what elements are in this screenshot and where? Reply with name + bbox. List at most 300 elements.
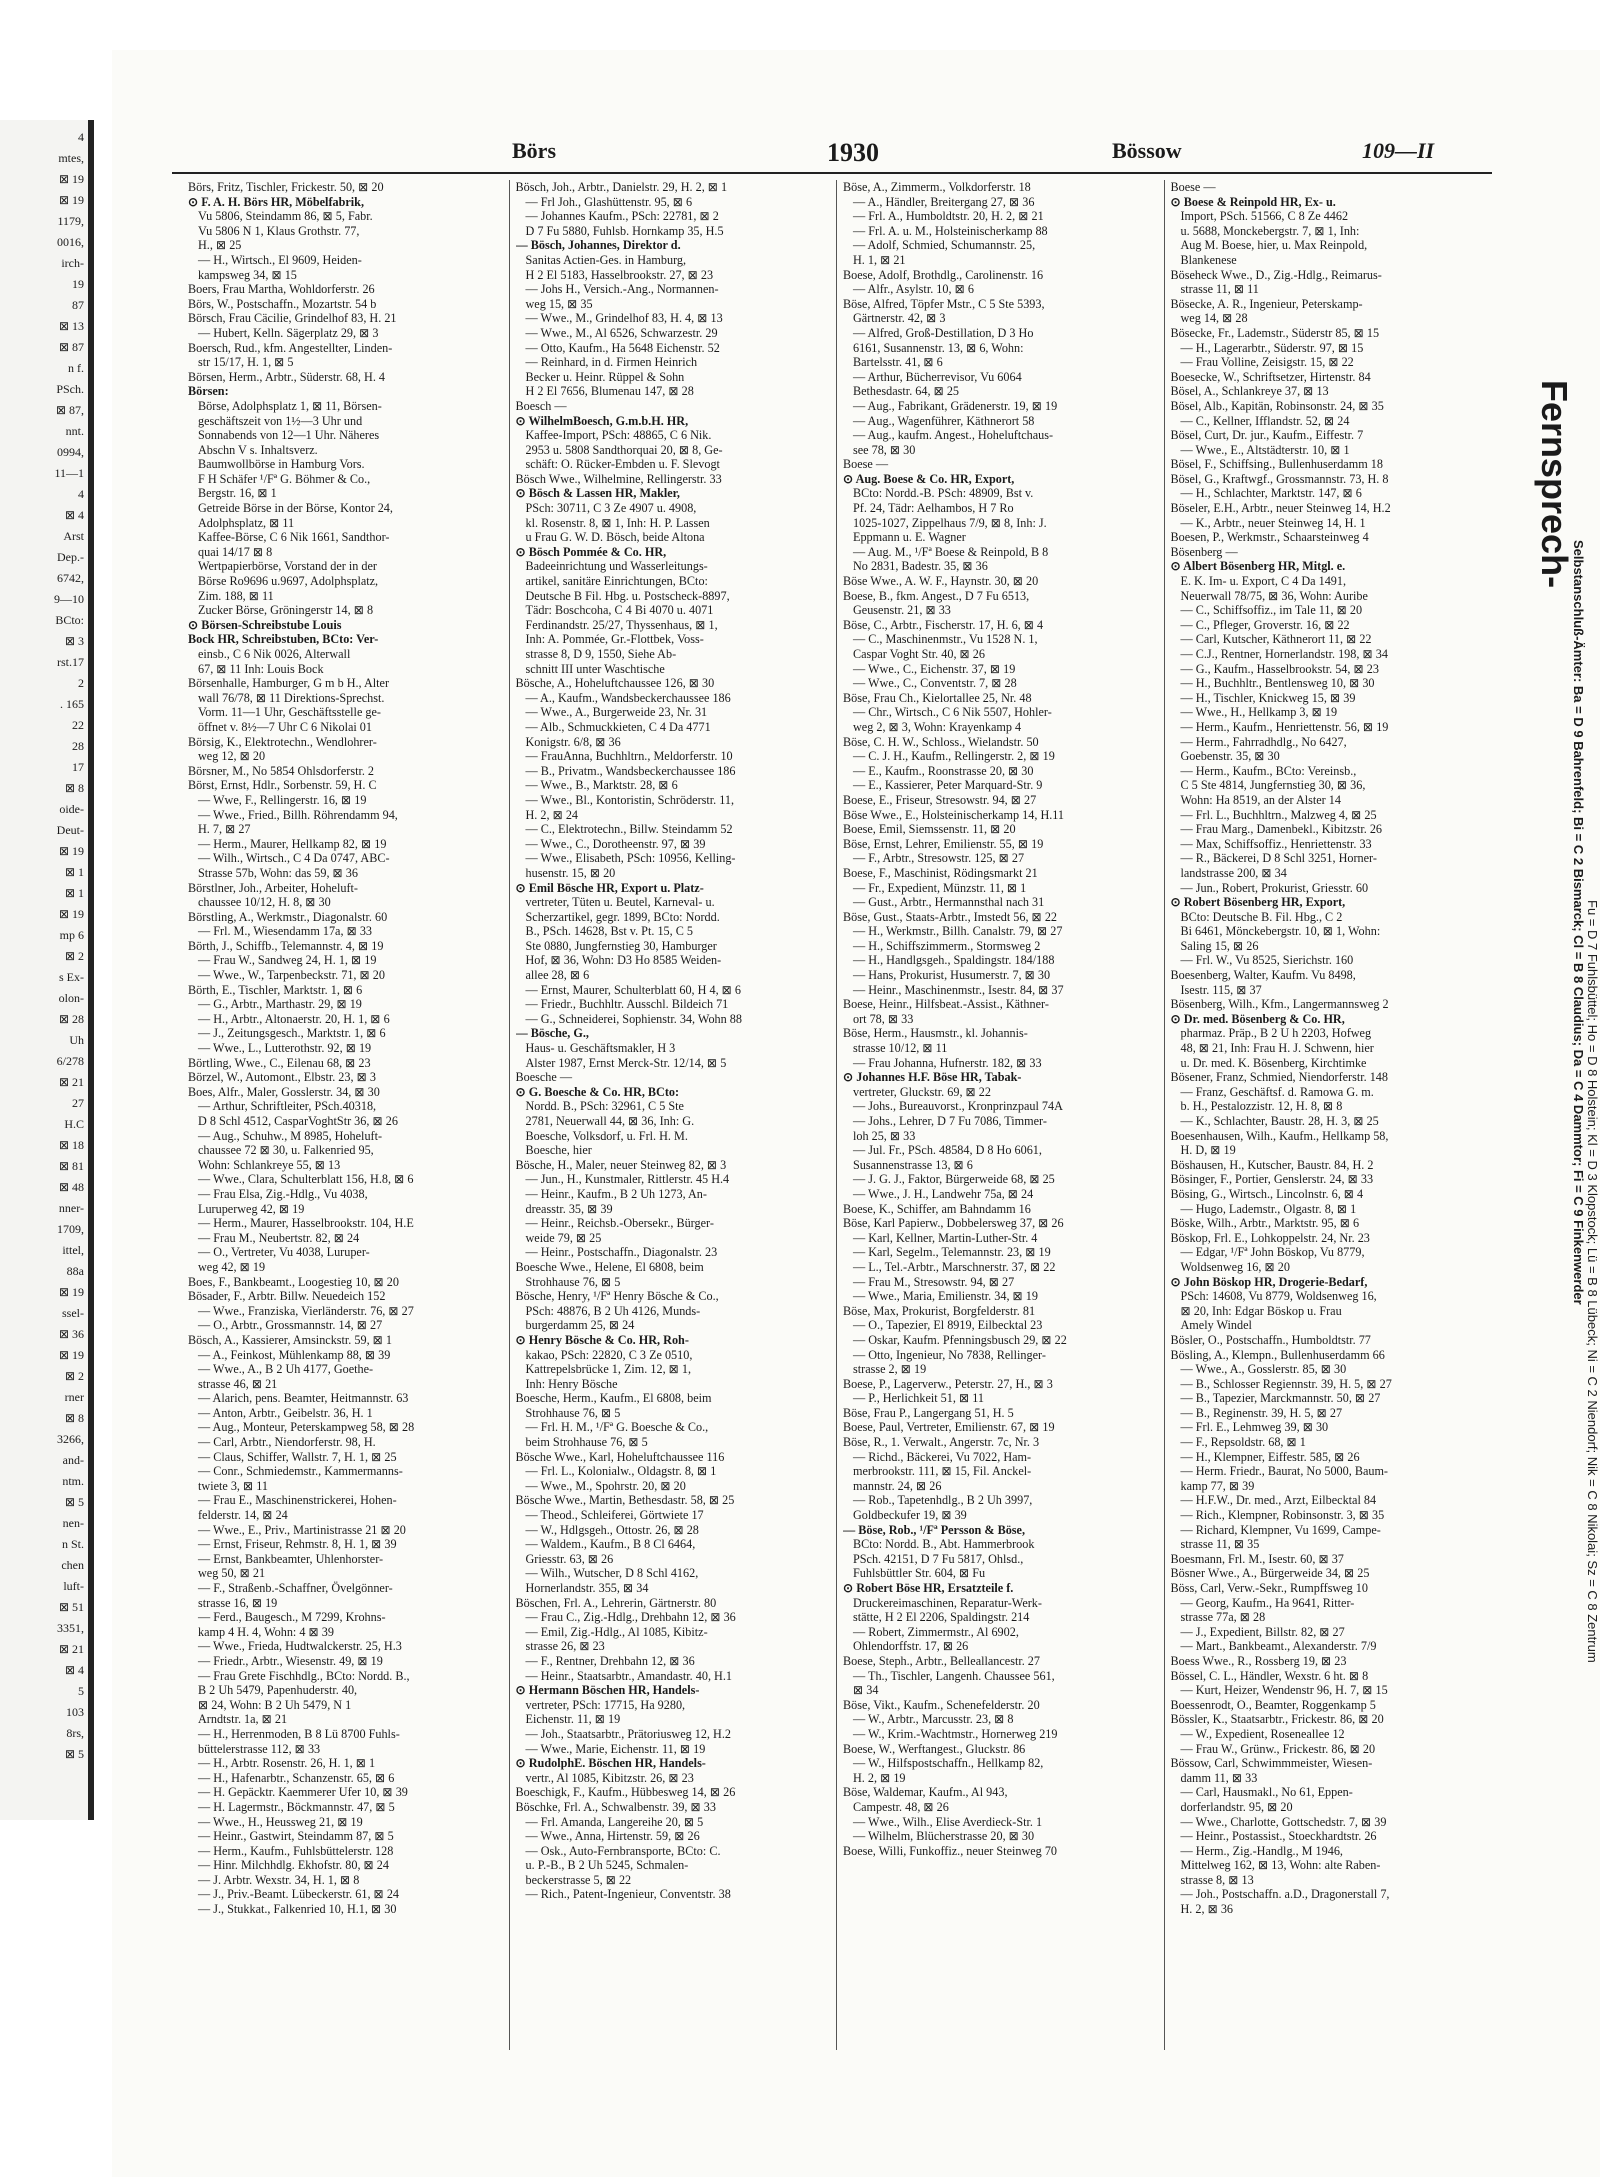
facing-page-text: ntm. <box>62 1474 84 1488</box>
facing-page-text: ⊠ 3 <box>64 634 84 648</box>
directory-entry: ⊙ Bösch & Lassen HR, Makler, <box>515 486 680 501</box>
directory-entry: Kattrepelsbrücke 1, Zim. 12, ⊠ 1, <box>525 1362 692 1377</box>
directory-page <box>112 50 1600 2177</box>
facing-page-text: Arst <box>63 529 84 543</box>
directory-entry: — H., Werkmstr., Billh. Canalstr. 79, ⊠ 27 <box>853 924 1063 939</box>
directory-entry: Mittelweg 162, ⊠ 13, Wohn: alte Raben- <box>1180 1858 1381 1873</box>
facing-page-text: BCto: <box>55 613 84 627</box>
directory-entry: — Wwe., A., B 2 Uh 4177, Goethe- <box>198 1362 374 1377</box>
directory-entry: — H. Lagermstr., Böckmannstr. 47, ⊠ 5 <box>198 1799 395 1814</box>
directory-entry: — Wilh., Wutscher, D 8 Schl 4162, <box>525 1566 699 1581</box>
directory-entry: — H., Herrenmoden, B 8 Lü 8700 Fuhls- <box>198 1726 400 1741</box>
directory-entry: dreasstr. 35, ⊠ 39 <box>525 1201 613 1216</box>
directory-entry: Bösche, H., Maler, neuer Steinweg 82, ⊠ 3 <box>515 1157 727 1172</box>
column-1 <box>182 180 510 2050</box>
directory-entry: — B., Reginenstr. 39, H. 5, ⊠ 27 <box>1180 1405 1343 1420</box>
directory-entry: — Heinr., Gastwirt, Steindamm 87, ⊠ 5 <box>198 1829 394 1844</box>
header-first-entry: Börs <box>512 138 556 163</box>
directory-entry: ⊙ Börsen-Schreibstube Louis <box>188 617 342 632</box>
directory-entry: — Jun., Robert, Prokurist, Griesstr. 60 <box>1180 880 1369 895</box>
directory-entry: — E., Kassierer, Peter Marquard-Str. 9 <box>853 778 1043 793</box>
directory-entry: PSch: 30711, C 3 Ze 4907 u. 4908, <box>525 501 697 516</box>
directory-entry: Bösener, Franz, Schmied, Niendorferstr. 148 <box>1170 1070 1388 1085</box>
directory-entry: — Joh., Postschaffn. a.D., Dragonerstall 7, <box>1180 1887 1390 1902</box>
directory-entry: Zim. 188, ⊠ 11 <box>198 588 274 603</box>
directory-entry: Boese, F., Maschinist, Rödingsmarkt 21 <box>843 865 1038 880</box>
page-header <box>172 132 1492 174</box>
facing-page-text: ⊠ 19 <box>58 1348 84 1362</box>
directory-entry: — Robert, Zimmermstr., Al 6902, <box>853 1624 1019 1639</box>
directory-entry: strasse 46, ⊠ 21 <box>198 1376 278 1391</box>
directory-entry: — H., Klempner, Eiffestr. 585, ⊠ 26 <box>1180 1449 1360 1464</box>
directory-entry: — Friedr., Arbtr., Wiesenstr. 49, ⊠ 19 <box>198 1653 383 1668</box>
directory-entry: Strohhause 76, ⊠ 5 <box>525 1274 621 1289</box>
directory-entry: Bösel, A., Schlankreye 37, ⊠ 13 <box>1170 384 1329 399</box>
directory-entry: E. K. Im- u. Export, C 4 Da 1491, <box>1180 574 1347 589</box>
directory-entry: — Heinr., Postschaffn., Diagonalstr. 23 <box>525 1245 718 1260</box>
directory-entry: — Frl. H. M., ¹/Fª G. Boesche & Co., <box>525 1420 709 1435</box>
directory-entry: Badeeinrichtung und Wasserleitungs- <box>525 559 708 574</box>
directory-entry: BCto: Nordd. B., Abt. Hammerbrook <box>853 1537 1035 1552</box>
facing-page-text: 1709, <box>57 1222 84 1236</box>
directory-entry: Bösader, F., Arbtr. Billw. Neuedeich 152 <box>188 1289 386 1304</box>
directory-entry: dorferlandstr. 95, ⊠ 20 <box>1180 1799 1293 1814</box>
directory-entry: Boesche Wwe., Helene, El 6808, beim <box>515 1259 704 1274</box>
directory-entry: Boesmann, Frl. M., Isestr. 60, ⊠ 37 <box>1170 1551 1344 1566</box>
facing-page-text: mtes, <box>58 151 84 165</box>
directory-entry: Boesche, Volksdorf, u. Frl. H. M. <box>525 1128 688 1143</box>
directory-entry: Bösch, A., Kassierer, Amsinckstr. 59, ⊠ 1 <box>188 1332 393 1347</box>
directory-entry: — Arthur, Schriftleiter, PSch.40318, <box>198 1099 377 1114</box>
directory-entry: kakao, PSch: 22820, C 3 Ze 0510, <box>525 1347 693 1362</box>
directory-entry: — Waldem., Kaufm., B 8 Cl 6464, <box>525 1537 696 1552</box>
directory-entry: Ferdinandstr. 25/27, Thyssenhaus, ⊠ 1, <box>525 617 718 632</box>
facing-page-text: olon- <box>58 991 84 1005</box>
directory-entry: — Wwe., A., Burgerweide 23, Nr. 31 <box>525 705 708 720</box>
directory-entry: — Wwe., C., Dorotheenstr. 97, ⊠ 39 <box>525 836 706 851</box>
directory-entry: — Heinr., Reichsb.-Obersekr., Bürger- <box>525 1216 714 1231</box>
directory-entry: Bösel, F., Schiffsing., Bullenhuserdamm 18 <box>1170 457 1383 472</box>
directory-entry: weg 50, ⊠ 21 <box>198 1566 266 1581</box>
facing-page-text: 22 <box>72 718 84 732</box>
directory-entry: — Otto, Ingenieur, No 7838, Rellinger- <box>853 1347 1046 1362</box>
directory-entry: — Böse, Rob., ¹/Fª Persson & Böse, <box>843 1522 1025 1537</box>
directory-entry: Bergstr. 16, ⊠ 1 <box>198 486 277 501</box>
directory-entry: Boesenberg, Walter, Kaufm. Vu 8498, <box>1170 968 1356 983</box>
directory-entry: — Frau Johanna, Hufnerstr. 182, ⊠ 33 <box>853 1055 1042 1070</box>
directory-entry: — H., Handlgsgeh., Spaldingstr. 184/188 <box>853 953 1055 968</box>
directory-entry: — Wwe., Anna, Hirtenstr. 59, ⊠ 26 <box>525 1829 700 1844</box>
facing-page-text: ⊠ 4 <box>64 508 84 522</box>
directory-entry: — F., Repsoldstr. 68, ⊠ 1 <box>1180 1435 1306 1450</box>
directory-entry: Adolphsplatz, ⊠ 11 <box>198 515 295 530</box>
directory-entry: — Ernst, Maurer, Schulterblatt 60, H 4, ⊠ 6 <box>525 982 742 997</box>
facing-page-text: 5 <box>78 1684 84 1698</box>
directory-entry: 67, ⊠ 11 Inh: Louis Bock <box>198 661 324 676</box>
directory-entry: Börzel, W., Automont., Elbstr. 23, ⊠ 3 <box>188 1070 376 1085</box>
directory-entry: — Karl, Kellner, Martin-Luther-Str. 4 <box>853 1230 1038 1245</box>
facing-page-text: ⊠ 5 <box>64 1495 84 1509</box>
directory-entry: Boess Wwe., R., Rossberg 19, ⊠ 23 <box>1170 1653 1347 1668</box>
directory-entry: — Wwe., M., Grindelhof 83, H. 4, ⊠ 13 <box>525 311 723 326</box>
directory-entry: — Max, Schiffsoffiz., Henriettenstr. 33 <box>1180 836 1372 851</box>
directory-entry: B., PSch. 14628, Bst v. Pt. 15, C 5 <box>525 924 693 939</box>
directory-entry: — J. G. J., Faktor, Bürgerweide 68, ⊠ 25 <box>853 1172 1055 1187</box>
directory-entry: Bösche, A., Hoheluftchaussee 126, ⊠ 30 <box>515 676 715 691</box>
directory-entry: — W., Arbtr., Marcusstr. 23, ⊠ 8 <box>853 1712 1014 1727</box>
directory-entry: — Herm., Kaufm., BCto: Vereinsb., <box>1180 763 1357 778</box>
directory-entry: H., ⊠ 25 <box>198 238 242 253</box>
directory-entry: PSch: 14608, Vu 8779, Woldsenweg 16, <box>1180 1289 1377 1304</box>
directory-entry: Boersch, Rud., kfm. Angestellter, Linden- <box>188 340 393 355</box>
directory-entry: — Wwe., L., Lutterothstr. 92, ⊠ 19 <box>198 1041 372 1056</box>
facing-page-text: ⊠ 5 <box>64 1747 84 1761</box>
directory-entry: Saling 15, ⊠ 26 <box>1180 938 1259 953</box>
entry-columns <box>182 180 1492 2050</box>
directory-entry: einsb., C 6 Nik 0026, Alterwall <box>198 647 351 661</box>
directory-entry: u Frau G. W. D. Bösch, beide Altona <box>525 530 705 545</box>
directory-entry: loh 25, ⊠ 33 <box>853 1128 916 1143</box>
directory-entry: ⊙ Robert Böse HR, Ersatzteile f. <box>843 1581 1014 1595</box>
directory-entry: Boesenhausen, Wilh., Kaufm., Hellkamp 58, <box>1170 1128 1389 1143</box>
facing-page-fragment <box>0 120 94 1820</box>
directory-entry: Böse, Frau P., Langergang 51, H. 5 <box>843 1405 1014 1420</box>
directory-entry: Börsen: <box>188 384 229 399</box>
directory-entry: H 2 El 7656, Blumenau 147, ⊠ 28 <box>525 384 694 399</box>
directory-entry: — Friedr., Buchhltr. Ausschl. Bildeich 71 <box>525 997 729 1012</box>
directory-entry: Pf. 24, Tädr: Aelhambos, H 7 Ro <box>853 501 1014 516</box>
directory-entry: vertreter, Gluckstr. 69, ⊠ 22 <box>853 1084 991 1099</box>
directory-entry: Bethesdastr. 64, ⊠ 25 <box>853 384 960 399</box>
directory-entry: — H., Tischler, Knickweg 15, ⊠ 39 <box>1180 690 1356 705</box>
facing-page-text: ⊠ 51 <box>58 1600 84 1614</box>
directory-entry: twiete 3, ⊠ 11 <box>198 1478 269 1493</box>
directory-entry: Börst, Ernst, Hdlr., Sorbenstr. 59, H. C <box>188 778 377 793</box>
directory-entry: Böse, Gust., Staats-Arbtr., Imstedt 56, ⊠ 22 <box>843 909 1058 924</box>
directory-entry: — B., Privatm., Wandsbeckerchaussee 186 <box>525 763 736 778</box>
directory-entry: F H Schäfer ¹/Fª G. Böhmer & Co., <box>198 471 371 486</box>
directory-entry: Deutsche B Fil. Hbg. u. Postscheck-8897, <box>525 588 730 603</box>
directory-entry: Baumwollbörse in Hamburg Vors. <box>198 457 365 472</box>
directory-entry: — Frl. Amanda, Langereihe 20, ⊠ 5 <box>525 1814 704 1829</box>
directory-entry: Wohn: Ha 8519, an der Alster 14 <box>1180 792 1341 807</box>
directory-entry: Isestr. 115, ⊠ 37 <box>1180 982 1262 997</box>
header-year: 1930 <box>827 138 879 167</box>
directory-entry: ⊙ F. A. H. Börs HR, Möbelfabrik, <box>188 194 364 209</box>
directory-entry: see 78, ⊠ 30 <box>853 442 916 457</box>
directory-entry: — Aug., Wagenführer, Käthnerort 58 <box>853 413 1035 428</box>
directory-entry: — H., Schiffszimmerm., Stormsweg 2 <box>853 938 1041 953</box>
directory-entry: — H., Wirtsch., El 9609, Heiden- <box>198 252 362 267</box>
directory-entry: Sanitas Actien-Ges. in Hamburg, <box>525 252 687 267</box>
directory-entry: Amely Windel <box>1180 1318 1252 1333</box>
directory-entry: — Oskar, Kaufm. Pfenningsbusch 29, ⊠ 22 <box>853 1332 1067 1347</box>
directory-entry: — W., Krim.-Wachtmstr., Hornerweg 219 <box>853 1726 1058 1741</box>
directory-entry: Börsner, M., No 5854 Ohlsdorferstr. 2 <box>188 763 375 778</box>
facing-page-text: ⊠ 81 <box>58 1159 84 1173</box>
facing-page-text: PSch. <box>56 382 84 396</box>
directory-entry: Aug M. Boese, hier, u. Max Reinpold, <box>1180 238 1368 253</box>
directory-entry: kl. Rosenstr. 8, ⊠ 1, Inh: H. P. Lassen <box>525 515 710 530</box>
directory-entry: Scherzartikel, gegr. 1899, BCto: Nordd. <box>525 909 720 924</box>
directory-entry: Böse, Waldemar, Kaufm., Al 943, <box>843 1785 1008 1800</box>
directory-entry: Börsenhalle, Hamburger, G m b H., Alter <box>188 676 390 691</box>
directory-entry: Boesche, Herm., Kaufm., El 6808, beim <box>515 1391 712 1406</box>
directory-entry: Bösche Wwe., Martin, Bethesdastr. 58, ⊠ 25 <box>515 1493 735 1508</box>
facing-page-text: ssel- <box>62 1306 84 1320</box>
directory-entry: — Wwe., H., Hellkamp 3, ⊠ 19 <box>1180 705 1338 720</box>
facing-page-text: luft- <box>63 1579 84 1593</box>
directory-entry: Boese, Adolf, Brothdlg., Carolinenstr. 16 <box>843 267 1044 282</box>
directory-entry: ⊙ Hermann Böschen HR, Handels- <box>515 1683 700 1698</box>
directory-entry: strasse 77a, ⊠ 28 <box>1180 1610 1266 1625</box>
facing-page-text: ⊠ 13 <box>58 319 84 333</box>
facing-page-text: 27 <box>72 1096 84 1110</box>
directory-entry: strasse 10/12, ⊠ 11 <box>853 1041 948 1056</box>
facing-page-text: Dep.- <box>57 550 84 564</box>
directory-entry: Böshausen, H., Kutscher, Baustr. 84, H. 2 <box>1170 1157 1374 1172</box>
directory-entry: beckerstrasse 5, ⊠ 22 <box>525 1872 632 1887</box>
directory-entry: — H., Schlachter, Marktstr. 147, ⊠ 6 <box>1180 486 1362 501</box>
side-heading: Fernsprech- <box>1534 380 1575 589</box>
directory-entry: Böse, Vikt., Kaufm., Schenefelderstr. 20 <box>843 1697 1040 1712</box>
directory-entry: — Karl, Segelm., Telemannstr. 23, ⊠ 19 <box>853 1245 1051 1260</box>
directory-entry: Bösche Wwe., Karl, Hoheluftchaussee 116 <box>515 1449 725 1464</box>
directory-entry: Blankenese <box>1180 252 1237 267</box>
directory-entry: — Alarich, pens. Beamter, Heitmannstr. 63 <box>198 1391 409 1406</box>
directory-entry: strasse 8, ⊠ 13 <box>1180 1872 1254 1887</box>
facing-page-text: ⊠ 21 <box>58 1642 84 1656</box>
directory-entry: — Rob., Tapetenhdlg., B 2 Uh 3997, <box>853 1493 1033 1508</box>
facing-page-text: ⊠ 19 <box>58 907 84 921</box>
directory-entry: Campestr. 48, ⊠ 26 <box>853 1799 949 1814</box>
directory-entry: Böse Wwe., A. W. F., Haynstr. 30, ⊠ 20 <box>843 574 1039 589</box>
directory-entry: — A., Händler, Breitergang 27, ⊠ 36 <box>853 194 1035 209</box>
directory-entry: — Frau Marg., Damenbekl., Kibitzstr. 26 <box>1180 822 1383 837</box>
directory-entry: Bösenberg — <box>1170 544 1238 559</box>
directory-entry: Bössel, C. L., Händler, Wexstr. 6 ht. ⊠ 8 <box>1170 1668 1369 1683</box>
directory-entry: Inh: Henry Bösche <box>525 1376 618 1391</box>
directory-entry: strasse 8, D 9, 1550, Siehe Ab- <box>525 647 677 661</box>
directory-entry: — Hinr. Milchhdlg. Ekhofstr. 80, ⊠ 24 <box>198 1858 389 1873</box>
directory-entry: Boesche, hier <box>525 1143 592 1158</box>
facing-page-text: ⊠ 19 <box>58 844 84 858</box>
directory-entry: — Frl. A. u. M., Holsteinischerkamp 88 <box>853 223 1048 238</box>
facing-page-text: ⊠ 2 <box>64 1369 84 1383</box>
directory-entry: — W., Hdlgsgeh., Ottostr. 26, ⊠ 28 <box>525 1522 699 1537</box>
facing-page-text: 1179, <box>57 214 84 228</box>
directory-entry: — Wwe., Maria, Emilienstr. 34, ⊠ 19 <box>853 1289 1038 1304</box>
directory-entry: — Th., Tischler, Langenh. Chaussee 561, <box>853 1668 1055 1683</box>
directory-entry: — Claus, Schiffer, Wallstr. 7, H. 1, ⊠ 25 <box>198 1449 397 1464</box>
directory-entry: BCto: Nordd.-B. PSch: 48909, Bst v. <box>853 486 1034 501</box>
directory-entry: — FrauAnna, Buchhltrn., Meldorferstr. 10 <box>525 749 733 764</box>
facing-page-text: nen- <box>62 1516 84 1530</box>
directory-entry: PSch: 48876, B 2 Uh 4126, Munds- <box>525 1303 701 1318</box>
directory-entry: Börse, Adolphsplatz 1, ⊠ 11, Börsen- <box>198 398 382 413</box>
facing-page-text: 9—10 <box>54 592 84 606</box>
directory-entry: — Mart., Bankbeamt., Alexanderstr. 7/9 <box>1180 1639 1377 1654</box>
directory-entry: mannstr. 24, ⊠ 26 <box>853 1478 942 1493</box>
directory-entry: — Frau E., Maschinenstrickerei, Hohen- <box>198 1493 397 1508</box>
directory-entry: kampsweg 34, ⊠ 15 <box>198 267 297 282</box>
facing-page-text: ⊠ 36 <box>58 1327 84 1341</box>
directory-entry: Böseheck Wwe., D., Zig.-Hdlg., Reimarus- <box>1170 267 1382 282</box>
directory-entry: Börse Ro9696 u.9697, Adolphsplatz, <box>198 574 379 589</box>
directory-entry: — K., Schlachter, Baustr. 28, H. 3, ⊠ 25 <box>1180 1114 1379 1128</box>
directory-entry: Eppmann u. E. Wagner <box>853 530 966 545</box>
directory-entry: Bartelsstr. 41, ⊠ 6 <box>853 355 943 370</box>
directory-entry: ⊙ G. Boesche & Co. HR, BCto: <box>515 1084 680 1099</box>
directory-entry: Bi 6461, Mönckebergstr. 10, ⊠ 1, Wohn: <box>1180 924 1381 939</box>
directory-entry: — Wwe., M., Spohrstr. 20, ⊠ 20 <box>525 1478 686 1493</box>
directory-entry: ⊙ John Böskop HR, Drogerie-Bedarf, <box>1170 1274 1368 1289</box>
directory-entry: Böse Wwe., E., Holsteinischerkamp 14, H.11 <box>843 807 1065 822</box>
directory-entry: — Wwe., B., Marktstr. 28, ⊠ 6 <box>525 778 678 793</box>
directory-entry: Böss, Carl, Verw.-Sekr., Rumpffsweg 10 <box>1170 1581 1368 1595</box>
directory-entry: damm 11, ⊠ 33 <box>1180 1770 1258 1785</box>
directory-entry: — Herm. Friedr., Baurat, No 5000, Baum- <box>1180 1464 1388 1479</box>
facing-page-text: ⊠ 19 <box>58 193 84 207</box>
directory-entry: Börstling, A., Werkmstr., Diagonalstr. 60 <box>188 909 388 924</box>
facing-page-text: ⊠ 21 <box>58 1075 84 1089</box>
directory-entry: — C., Schiffsoffiz., im Tale 11, ⊠ 20 <box>1180 603 1363 618</box>
facing-page-text: ⊠ 48 <box>58 1180 84 1194</box>
directory-entry: Eichenstr. 11, ⊠ 19 <box>525 1712 621 1727</box>
directory-entry: — W., Hilfspostschaffn., Hellkamp 82, <box>853 1756 1044 1771</box>
directory-entry: — R., Bäckerei, D 8 Schl 3251, Horner- <box>1180 851 1377 866</box>
directory-entry: artikel, sanitäre Einrichtungen, BCto: <box>525 574 708 589</box>
directory-entry: büttelerstrasse 112, ⊠ 33 <box>198 1741 321 1756</box>
directory-entry: felderstr. 14, ⊠ 24 <box>198 1508 288 1523</box>
directory-entry: — A., Kaufm., Wandsbeckerchaussee 186 <box>525 690 731 705</box>
directory-entry: Boese — <box>1170 180 1216 194</box>
directory-entry: — Carl, Hausmakl., No 61, Eppen- <box>1180 1785 1353 1800</box>
directory-entry: ⊙ Dr. med. Bösenberg & Co. HR, <box>1170 1011 1345 1026</box>
directory-entry: Boese, Willi, Funkoffiz., neuer Steinweg 70 <box>843 1843 1058 1858</box>
directory-entry: Boese, Paul, Vertreter, Emilienstr. 67, ⊠ 19 <box>843 1420 1055 1435</box>
directory-entry: — H., Arbtr. Rosenstr. 26, H. 1, ⊠ 1 <box>198 1756 376 1771</box>
directory-entry: — Johannes Kaufm., PSch: 22781, ⊠ 2 <box>525 209 719 224</box>
directory-entry: — E., Kaufm., Roonstrasse 20, ⊠ 30 <box>853 763 1034 778</box>
directory-entry: Boesch — <box>515 398 567 413</box>
directory-entry: Boeschigk, F., Kaufm., Hübbesweg 14, ⊠ 26 <box>515 1785 736 1800</box>
directory-entry: Becker u. Heinr. Rüppel & Sohn <box>525 369 685 384</box>
directory-entry: — Frau M., Neubertstr. 82, ⊠ 24 <box>198 1230 360 1245</box>
directory-entry: Susannenstrasse 13, ⊠ 6 <box>853 1157 973 1172</box>
directory-entry: Bösch Wwe., Wilhelmine, Rellingerstr. 33 <box>515 471 722 486</box>
directory-entry: Getreide Börse in der Börse, Kontor 24, <box>198 501 393 516</box>
directory-entry: chaussee 72 ⊠ 30, u. Falkenried 95, <box>198 1143 374 1158</box>
directory-entry: — G., Schneiderei, Sophienstr. 34, Wohn 88 <box>525 1011 742 1026</box>
directory-entry: — Wwe., J. H., Landwehr 75a, ⊠ 24 <box>853 1186 1034 1201</box>
directory-entry: ⊙ Robert Bösenberg HR, Export, <box>1170 895 1346 910</box>
facing-page-text: mp 6 <box>59 928 84 942</box>
directory-entry: — Fr., Expedient, Münzstr. 11, ⊠ 1 <box>853 880 1027 895</box>
directory-entry: — Wwe., H., Heussweg 21, ⊠ 19 <box>198 1814 363 1829</box>
directory-entry: — Wwe., A., Gosslerstr. 85, ⊠ 30 <box>1180 1362 1347 1377</box>
directory-entry: — Heinr., Postassist., Stoeckhardtstr. 26 <box>1180 1829 1377 1844</box>
directory-entry: Wohn: Schlankreye 55, ⊠ 13 <box>198 1157 341 1172</box>
directory-entry: Sonnabends von 12—1 Uhr. Näheres <box>198 428 380 443</box>
directory-entry: — Alfred, Groß-Destillation, D 3 Ho <box>853 325 1034 340</box>
directory-entry: Böschen, Frl. A., Lehrerin, Gärtnerstr. 80 <box>515 1595 717 1610</box>
directory-entry: Caspar Voght Str. 40, ⊠ 26 <box>853 647 985 661</box>
directory-entry: landstrasse 200, ⊠ 34 <box>1180 865 1287 880</box>
directory-entry: Alster 1987, Ernst Merck-Str. 12/14, ⊠ 5 <box>525 1055 727 1070</box>
directory-entry: Boese, K., Schiffer, am Bahndamm 16 <box>843 1201 1031 1216</box>
directory-entry: 2953 u. 5808 Sandthorquai 20, ⊠ 8, Ge- <box>525 442 723 457</box>
directory-entry: — H., Buchhltr., Bentlensweg 10, ⊠ 30 <box>1180 676 1375 691</box>
directory-entry: Strohhause 76, ⊠ 5 <box>525 1405 621 1420</box>
facing-page-text: ⊠ 87, <box>55 403 84 417</box>
directory-entry: ⊙ Henry Bösche & Co. HR, Roh- <box>515 1332 689 1347</box>
directory-entry: Böschke, Frl. A., Schwalbenstr. 39, ⊠ 33 <box>515 1799 716 1814</box>
directory-entry: Börs, W., Postschaffn., Mozartstr. 54 b <box>188 296 377 311</box>
directory-entry: Boesecke, W., Schriftsetzer, Hirtenstr. 84 <box>1170 369 1371 384</box>
side-exchange-list-1: Selbstanschluß-Ämter: Ba = D 9 Bahrenfeld; Bi = C 2 Bismarck; Cl = B 8 Claudius; Da = C 4 Dammtor; Fi = C 9 Finkenwerder <box>1571 540 1586 1305</box>
directory-entry: Goebenstr. 35, ⊠ 30 <box>1180 749 1280 764</box>
directory-entry: Boese, E., Friseur, Stresowstr. 94, ⊠ 27 <box>843 792 1037 807</box>
directory-entry: Bock HR, Schreibstuben, BCto: Ver- <box>188 632 379 647</box>
directory-entry: — C., Elektrotechn., Billw. Steindamm 52 <box>525 822 733 837</box>
facing-page-text: H.C <box>64 1117 84 1131</box>
directory-entry: Vu 5806 N 1, Klaus Grothstr. 77, <box>198 223 360 238</box>
facing-page-text: ⊠ 8 <box>64 781 84 795</box>
directory-entry: Boese, Emil, Siemssenstr. 11, ⊠ 20 <box>843 822 1016 837</box>
directory-entry: H. 2, ⊠ 24 <box>525 807 579 822</box>
facing-page-text: n f. <box>68 361 84 375</box>
directory-entry: — C. J. H., Kaufm., Rellingerstr. 2, ⊠ 19 <box>853 749 1055 764</box>
directory-entry: — G., Arbtr., Marthastr. 29, ⊠ 19 <box>198 997 362 1012</box>
facing-page-text: 4 <box>78 130 84 144</box>
directory-entry: — Osk., Auto-Fernbransporte, BCto: C. <box>525 1843 721 1858</box>
directory-entry: — C.J., Rentner, Hornerlandstr. 198, ⊠ 34 <box>1180 647 1388 661</box>
directory-entry: schäft: O. Rücker-Embden u. F. Slevogt <box>525 457 720 472</box>
directory-entry: — Aug., kaufm. Angest., Hoheluftchaus- <box>853 428 1054 443</box>
facing-page-text: chen <box>61 1558 84 1572</box>
directory-entry: Bössler, K., Staatsarbtr., Frickestr. 86, ⊠ 20 <box>1170 1712 1384 1727</box>
directory-entry: — Jun., H., Kunstmaler, Rittlerstr. 45 H.4 <box>525 1172 730 1187</box>
directory-entry: — Gust., Arbtr., Hermannsthal nach 31 <box>853 895 1045 910</box>
directory-entry: — Wwe., Wilh., Elise Averdieck-Str. 1 <box>853 1814 1043 1829</box>
directory-entry: Luruperweg 42, ⊠ 19 <box>198 1201 305 1216</box>
directory-entry: u. P.-B., B 2 Uh 5245, Schmalen- <box>525 1858 689 1873</box>
directory-entry: ⊙ Emil Bösche HR, Export u. Platz- <box>515 880 704 895</box>
directory-entry: Böse, Herm., Hausmstr., kl. Johannis- <box>843 1026 1028 1041</box>
directory-entry: — J., Priv.-Beamt. Lübeckerstr. 61, ⊠ 24 <box>198 1887 400 1902</box>
directory-entry: Geusenstr. 21, ⊠ 33 <box>853 603 951 618</box>
facing-page-text: 87 <box>72 298 84 312</box>
directory-entry: Böse, Frau Ch., Kielortallee 25, Nr. 48 <box>843 690 1032 705</box>
directory-entry: — A., Feinkost, Mühlenkamp 88, ⊠ 39 <box>198 1347 391 1362</box>
directory-entry: — Ernst, Bankbeamter, Uhlenhorster- <box>198 1551 384 1566</box>
directory-entry: H 2 El 5183, Hasselbrookstr. 27, ⊠ 23 <box>525 267 714 282</box>
directory-entry: schnitt III unter Waschtische <box>525 661 665 676</box>
directory-entry: — K., Arbtr., neuer Steinweg 14, H. 1 <box>1180 515 1366 530</box>
directory-entry: Böse, Karl Papierw., Dobbelersweg 37, ⊠ 26 <box>843 1216 1064 1231</box>
facing-page-text: rst.17 <box>57 655 84 669</box>
facing-page-text: n St. <box>61 1537 84 1551</box>
directory-entry: — Hubert, Kelln. Sägerplatz 29, ⊠ 3 <box>198 325 379 340</box>
directory-entry: — Carl, Kutscher, Käthnerort 11, ⊠ 22 <box>1180 632 1372 647</box>
directory-entry: — Reinhard, in d. Firmen Heinrich <box>525 355 698 370</box>
facing-page-text: nner- <box>58 1201 84 1215</box>
facing-page-text: ⊠ 28 <box>58 1012 84 1026</box>
directory-entry: — Herm., Fahrradhdlg., No 6427, <box>1180 734 1347 749</box>
directory-entry: — Herm., Maurer, Hellkamp 82, ⊠ 19 <box>198 836 387 851</box>
directory-entry: — Theod., Schleiferei, Görtwiete 17 <box>525 1508 704 1523</box>
